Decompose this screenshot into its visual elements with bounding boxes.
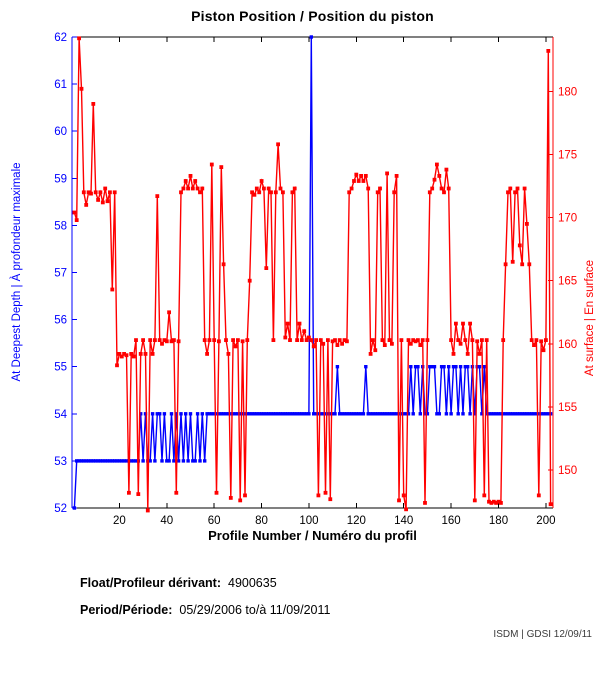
data-point-marker xyxy=(437,174,441,178)
data-point-marker xyxy=(139,352,143,356)
data-point-marker xyxy=(84,203,88,207)
data-point-marker xyxy=(483,365,486,368)
x-tick-label: 20 xyxy=(112,515,126,527)
data-point-marker xyxy=(535,338,539,342)
left-tick-label: 52 xyxy=(54,503,67,515)
data-point-marker xyxy=(404,507,408,511)
data-point-marker xyxy=(89,192,93,196)
data-point-marker xyxy=(438,412,441,415)
data-point-marker xyxy=(461,322,465,326)
right-axis-ticks xyxy=(548,86,577,477)
data-point-marker xyxy=(457,412,460,415)
data-point-marker xyxy=(336,343,340,347)
data-point-marker xyxy=(468,322,472,326)
data-point-marker xyxy=(542,348,546,352)
data-point-marker xyxy=(418,343,422,347)
data-point-marker xyxy=(416,338,420,342)
data-point-marker xyxy=(286,322,290,326)
data-point-marker xyxy=(198,190,202,194)
data-point-marker xyxy=(231,338,235,342)
data-point-marker xyxy=(466,352,470,356)
data-point-marker xyxy=(347,190,351,194)
data-point-marker xyxy=(198,459,201,462)
left-tick-label: 58 xyxy=(54,220,67,233)
data-point-marker xyxy=(248,279,252,283)
data-point-marker xyxy=(75,218,79,222)
data-point-marker xyxy=(236,338,240,342)
data-point-marker xyxy=(208,338,212,342)
data-point-marker xyxy=(264,266,268,270)
data-point-marker xyxy=(357,179,361,183)
data-point-marker xyxy=(383,343,387,347)
data-point-marker xyxy=(461,412,464,415)
data-point-marker xyxy=(359,174,363,178)
data-point-marker xyxy=(269,190,273,194)
x-tick-label: 160 xyxy=(441,515,461,527)
right-tick-label: 170 xyxy=(558,212,578,225)
data-point-marker xyxy=(293,187,297,191)
data-point-marker xyxy=(163,412,166,415)
credit-stamp: ISDM | GDSI 12/09/11 xyxy=(493,629,592,640)
data-point-marker xyxy=(77,36,81,40)
data-point-marker xyxy=(445,412,448,415)
data-point-marker xyxy=(447,187,451,191)
data-point-marker xyxy=(364,365,367,368)
right-tick-label: 160 xyxy=(558,338,578,351)
data-point-marker xyxy=(501,338,505,342)
data-point-marker xyxy=(307,412,310,415)
data-point-marker xyxy=(184,412,187,415)
data-point-marker xyxy=(227,352,231,356)
data-point-marker xyxy=(449,412,452,415)
data-point-marker xyxy=(300,338,304,342)
data-point-marker xyxy=(333,338,337,342)
data-point-marker xyxy=(546,49,550,53)
x-tick-label: 140 xyxy=(394,515,414,527)
data-point-marker xyxy=(94,190,98,194)
right-tick-label: 150 xyxy=(558,465,578,478)
data-point-marker xyxy=(193,179,197,183)
data-point-marker xyxy=(281,190,285,194)
data-point-marker xyxy=(295,338,299,342)
data-point-marker xyxy=(219,165,223,169)
left-tick-label: 62 xyxy=(54,32,67,44)
data-point-marker xyxy=(419,412,422,415)
data-point-marker xyxy=(381,338,385,342)
data-point-marker xyxy=(200,187,204,191)
data-point-marker xyxy=(279,187,283,191)
data-point-marker xyxy=(243,494,247,498)
data-point-marker xyxy=(260,179,264,183)
data-point-marker xyxy=(473,499,477,503)
data-point-marker xyxy=(345,339,349,343)
data-point-marker xyxy=(82,190,86,194)
float-id-value: 4900635 xyxy=(228,576,277,590)
data-point-marker xyxy=(324,491,328,495)
data-point-marker xyxy=(262,187,266,191)
data-point-marker xyxy=(421,338,425,342)
deepest-depth-series xyxy=(73,35,553,509)
data-point-marker xyxy=(352,179,356,183)
data-point-marker xyxy=(530,338,534,342)
data-point-marker xyxy=(73,211,77,215)
data-point-marker xyxy=(186,187,190,191)
data-point-marker xyxy=(333,412,336,415)
data-point-marker xyxy=(478,365,481,368)
right-tick-label: 175 xyxy=(558,149,578,162)
data-point-marker xyxy=(222,262,226,266)
data-point-marker xyxy=(532,343,536,347)
data-point-marker xyxy=(471,338,475,342)
data-point-marker xyxy=(203,338,207,342)
data-point-marker xyxy=(160,459,163,462)
data-point-marker xyxy=(435,163,439,167)
data-point-marker xyxy=(80,87,84,91)
data-point-marker xyxy=(423,501,427,505)
left-tick-label: 53 xyxy=(54,455,67,468)
data-point-marker xyxy=(179,412,182,415)
data-point-marker xyxy=(255,187,259,191)
data-point-marker xyxy=(276,142,280,146)
data-point-marker xyxy=(480,338,484,342)
data-point-marker xyxy=(378,187,382,191)
data-point-marker xyxy=(442,365,445,368)
data-point-marker xyxy=(523,187,527,191)
data-point-marker xyxy=(376,190,380,194)
data-point-marker xyxy=(106,199,110,203)
left-tick-label: 61 xyxy=(54,79,67,92)
data-point-marker xyxy=(513,190,517,194)
data-point-marker xyxy=(73,506,76,509)
data-point-marker xyxy=(340,342,344,346)
left-tick-label: 56 xyxy=(54,314,67,327)
period-line xyxy=(80,603,330,617)
data-point-marker xyxy=(146,509,150,513)
left-tick-label: 57 xyxy=(54,267,67,280)
data-point-marker xyxy=(463,338,467,342)
data-point-marker xyxy=(99,190,103,194)
data-point-marker xyxy=(525,222,529,226)
data-point-marker xyxy=(167,459,170,462)
data-point-marker xyxy=(537,494,541,498)
data-point-marker xyxy=(148,338,152,342)
data-point-marker xyxy=(511,260,515,264)
data-point-marker xyxy=(291,190,295,194)
data-point-marker xyxy=(350,187,354,191)
data-point-marker xyxy=(454,322,458,326)
data-point-marker xyxy=(433,365,436,368)
data-point-marker xyxy=(153,338,157,342)
data-point-marker xyxy=(504,262,508,266)
chart-title: Piston Position / Position du piston xyxy=(191,8,434,24)
right-axis-label: At surface | En surface xyxy=(584,259,596,377)
x-tick-label: 100 xyxy=(299,515,319,527)
data-point-marker xyxy=(388,338,392,342)
data-point-marker xyxy=(527,262,531,266)
data-point-marker xyxy=(468,412,471,415)
data-point-marker xyxy=(179,190,183,194)
data-point-marker xyxy=(205,352,209,356)
data-point-marker xyxy=(395,174,399,178)
data-point-marker xyxy=(103,187,107,191)
period-label: Period/Période: xyxy=(80,603,173,617)
left-tick-label: 59 xyxy=(54,173,67,186)
data-point-marker xyxy=(101,201,105,205)
data-point-marker xyxy=(96,198,100,202)
data-point-marker xyxy=(400,338,404,342)
left-tick-label: 54 xyxy=(54,408,67,421)
data-point-marker xyxy=(196,187,200,191)
data-point-marker xyxy=(310,35,313,38)
data-point-marker xyxy=(482,494,486,498)
data-point-marker xyxy=(165,339,169,343)
x-tick-label: 80 xyxy=(255,515,268,527)
data-point-marker xyxy=(196,412,199,415)
data-point-marker xyxy=(234,345,238,349)
data-point-marker xyxy=(456,338,460,342)
data-point-marker xyxy=(189,412,192,415)
data-point-marker xyxy=(426,338,430,342)
right-tick-label: 165 xyxy=(558,275,578,288)
data-point-marker xyxy=(158,338,162,342)
data-point-marker xyxy=(459,342,463,346)
data-point-marker xyxy=(321,342,325,346)
data-point-marker xyxy=(402,494,406,498)
data-point-marker xyxy=(539,339,543,343)
data-point-marker xyxy=(177,339,181,343)
data-point-marker xyxy=(338,338,342,342)
data-point-marker xyxy=(459,365,462,368)
data-point-marker xyxy=(151,352,155,356)
data-point-marker xyxy=(91,102,95,106)
data-point-marker xyxy=(238,499,242,503)
data-point-marker xyxy=(362,412,365,415)
x-axis-label: Profile Number / Numéro du profil xyxy=(208,528,417,543)
data-point-marker xyxy=(518,244,522,248)
data-point-marker xyxy=(508,187,512,191)
data-point-marker xyxy=(314,338,318,342)
data-point-marker xyxy=(298,322,302,326)
data-point-marker xyxy=(442,190,446,194)
data-point-marker xyxy=(257,190,261,194)
float-id-line xyxy=(80,576,277,590)
data-point-marker xyxy=(134,338,138,342)
right-tick-label: 155 xyxy=(558,401,578,414)
data-point-marker xyxy=(516,187,520,191)
data-point-marker xyxy=(409,342,413,346)
data-point-marker xyxy=(141,459,144,462)
left-axis-ticks xyxy=(54,32,77,515)
data-point-marker xyxy=(151,412,154,415)
data-point-marker xyxy=(155,194,159,198)
data-point-marker xyxy=(373,348,377,352)
x-tick-label: 40 xyxy=(160,515,174,527)
left-axis-label: At Deepest Depth | À profondeur maximale xyxy=(11,162,23,382)
data-point-marker xyxy=(317,494,321,498)
data-point-marker xyxy=(245,338,249,342)
data-point-marker xyxy=(113,190,117,194)
data-point-marker xyxy=(203,459,206,462)
data-point-marker xyxy=(454,365,457,368)
data-point-marker xyxy=(544,338,548,342)
data-point-marker xyxy=(191,187,195,191)
data-point-marker xyxy=(194,459,197,462)
data-point-marker xyxy=(153,459,156,462)
data-point-marker xyxy=(452,352,456,356)
data-point-marker xyxy=(288,338,292,342)
left-tick-label: 55 xyxy=(54,361,67,374)
float-id-label: Float/Profileur dérivant: xyxy=(80,576,221,590)
data-point-marker xyxy=(184,179,188,183)
data-point-marker xyxy=(283,336,287,340)
data-point-marker xyxy=(506,190,510,194)
data-point-marker xyxy=(485,338,489,342)
data-point-marker xyxy=(224,338,228,342)
data-point-marker xyxy=(416,365,419,368)
data-point-marker xyxy=(115,363,119,367)
data-point-marker xyxy=(319,338,323,342)
data-point-marker xyxy=(328,497,332,501)
x-tick-label: 120 xyxy=(346,515,366,527)
data-point-marker xyxy=(141,338,145,342)
data-point-marker xyxy=(110,288,114,292)
data-point-marker xyxy=(167,310,171,314)
data-point-marker xyxy=(302,329,306,333)
data-point-marker xyxy=(362,179,366,183)
data-point-marker xyxy=(158,412,161,415)
data-point-marker xyxy=(440,187,444,191)
data-point-marker xyxy=(449,338,453,342)
data-point-marker xyxy=(241,339,245,343)
data-point-marker xyxy=(127,491,131,495)
data-point-marker xyxy=(274,190,278,194)
data-point-marker xyxy=(336,365,339,368)
data-point-marker xyxy=(229,496,233,500)
data-point-marker xyxy=(475,339,479,343)
period-value: 05/29/2006 to/à 11/09/2011 xyxy=(179,603,331,617)
data-point-marker xyxy=(160,342,164,346)
data-point-marker xyxy=(447,365,450,368)
left-tick-label: 60 xyxy=(54,126,67,139)
data-point-marker xyxy=(369,352,373,356)
data-point-marker xyxy=(174,491,178,495)
data-point-marker xyxy=(210,163,214,167)
data-point-marker xyxy=(445,168,449,172)
data-point-marker xyxy=(253,193,257,197)
data-point-marker xyxy=(385,172,389,176)
data-point-marker xyxy=(309,338,313,342)
data-point-marker xyxy=(125,353,129,357)
data-point-marker xyxy=(392,190,396,194)
data-point-marker xyxy=(430,187,434,191)
data-point-marker xyxy=(364,174,368,178)
data-point-marker xyxy=(172,338,176,342)
data-point-marker xyxy=(412,412,415,415)
data-point-marker xyxy=(144,352,148,356)
x-tick-label: 200 xyxy=(536,515,556,527)
data-point-marker xyxy=(428,190,432,194)
data-point-marker xyxy=(409,365,412,368)
data-point-marker xyxy=(366,187,370,191)
data-point-marker xyxy=(433,178,437,182)
data-point-marker xyxy=(520,262,524,266)
data-point-marker xyxy=(136,492,140,496)
data-point-marker xyxy=(215,491,219,495)
data-point-marker xyxy=(132,355,136,359)
data-point-marker xyxy=(189,174,193,178)
data-point-marker xyxy=(390,342,394,346)
data-point-marker xyxy=(499,501,503,505)
x-tick-label: 60 xyxy=(207,515,221,527)
right-tick-label: 180 xyxy=(558,86,578,99)
data-point-marker xyxy=(549,502,553,506)
data-point-marker xyxy=(212,338,216,342)
data-point-marker xyxy=(326,338,330,342)
data-point-marker xyxy=(217,339,221,343)
data-point-marker xyxy=(272,338,276,342)
data-point-marker xyxy=(466,365,469,368)
data-point-marker xyxy=(407,338,411,342)
data-point-marker xyxy=(186,459,189,462)
data-point-marker xyxy=(397,499,401,503)
data-point-marker xyxy=(170,412,173,415)
data-point-marker xyxy=(354,173,358,177)
data-point-marker xyxy=(312,345,316,349)
data-point-marker xyxy=(371,338,375,342)
data-point-marker xyxy=(182,459,185,462)
data-point-marker xyxy=(267,187,271,191)
x-tick-label: 180 xyxy=(488,515,509,527)
data-point-marker xyxy=(108,190,112,194)
data-point-marker xyxy=(182,187,186,191)
data-point-marker xyxy=(478,352,482,356)
data-point-marker xyxy=(201,412,204,415)
